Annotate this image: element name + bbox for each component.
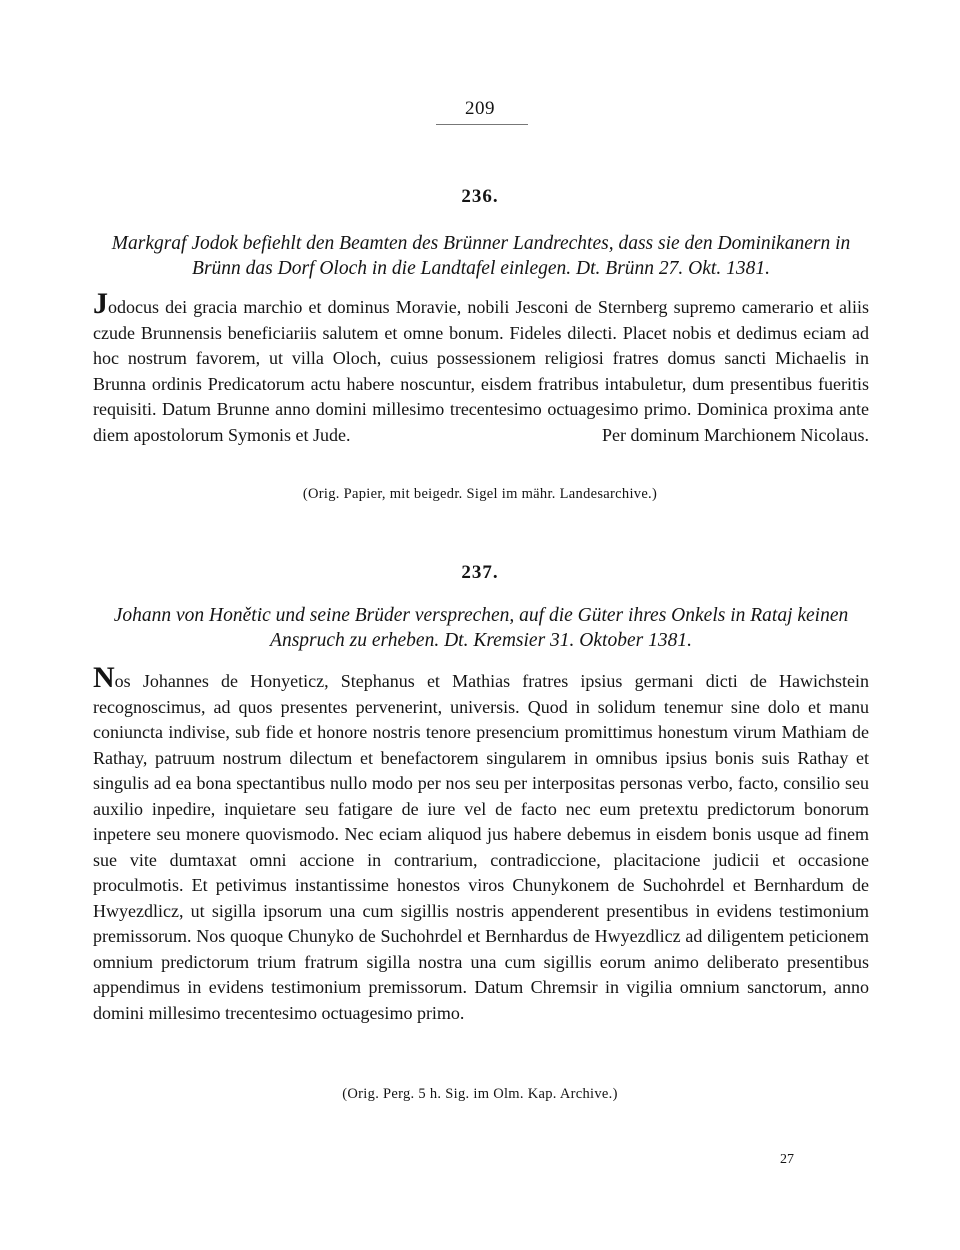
- initial-letter: N: [93, 661, 115, 694]
- signature: Per dominum Marchionem Nicolaus.: [602, 424, 869, 445]
- document-headline: Markgraf Jodok befiehlt den Beamten des Brünner Landrechtes, dass sie den Dominikanern in Brünn das Dorf Oloch in die Landtafel einlegen. Dt. Brünn 27. Okt. 1381.: [111, 233, 851, 279]
- source-note: (Orig. Papier, mit beigedr. Sigel im mähr. Landesarchive.): [302, 486, 658, 502]
- page-number: 209: [465, 98, 495, 119]
- initial-letter: J: [93, 287, 108, 320]
- document-body: [93, 287, 869, 448]
- sheet-signature: 27: [780, 1152, 794, 1167]
- document-number: 236.: [461, 186, 499, 207]
- document-number: 237.: [461, 562, 499, 583]
- page-number-rule: [436, 124, 528, 125]
- document-body: [93, 661, 869, 1026]
- body-text: odocus dei gracia marchio et dominus Moravie, nobili Jesconi de Sternberg supremo camerario et aliis czude Brunnensis beneficiariis salutem et omne bonum. Fideles dilecti. Placet nobis et dedimus eciam ad hoc nostrum favorem, ut villa Oloch, cuius possessionem religiosi fratres domus sancti Michaelis in Brunna ordinis Predicatorum actu habere noscuntur, eisdem fratribus intabuletur, dum presentibus fueritis requisiti. Datum Brunne anno domini millesimo trecentesimo octuagesimo primo. Dominica proxima ante diem apostolorum Symonis et Jude.: [93, 297, 869, 445]
- source-note: (Orig. Perg. 5 h. Sig. im Olm. Kap. Archive.): [342, 1086, 618, 1102]
- body-text: os Johannes de Honyeticz, Stephanus et Mathias fratres ipsius germani dicti de Hawichstein recognoscimus, ad quos presentes pervenerint, universis. Quod in solidum tenemur sine dolo et manu coniuncta indivise, sub fide et honore nostris tenore presencium promittimus honestum virum Mathiam de Rathay, patruum nostrum dilectum et benefactorem singularem in omnibus ipsius bonis suis Rathay et singulis ad ea bona spectantibus nullo modo per nos seu per interpositas personas verbo, facto, consilio seu auxilio inpedire, inquietare seu fatigare de iure vel de facto nec eum pretextu predictorum bonorum inpetere seu monere quovismodo. Nec eciam aliquod jus habere debemus in eisdem bonis usque ad finem sue vite dumtaxat omni accione in contrarium, contradiccione, placitacione judicii et occasione proculmotis. Et petivimus instantissime honestos viros Chunykonem de Suchohrdel et Bernhardum de Hwyezdlicz, ut sigilla ipsorum una cum sigillis nostris appenderent presentibus in evidens testimonium premissorum. Nos quoque Chunyko de Suchohrdel et Bernhardus de Hwyezdlicz ad diligentem peticionem omnium predictorum trium fratrum sigilla nostra una cum sigillis eorum animo deliberato presentibus appendimus in evidens testimonium premissorum. Datum Chremsir in vigilia omnium sanctorum, anno domini millesimo trecentesimo octuagesimo primo.: [93, 671, 869, 1023]
- document-headline: Johann von Honětic und seine Brüder versprechen, auf die Güter ihres Onkels in Rataj keinen Anspruch zu erheben. Dt. Kremsier 31. Oktober 1381.: [113, 605, 849, 651]
